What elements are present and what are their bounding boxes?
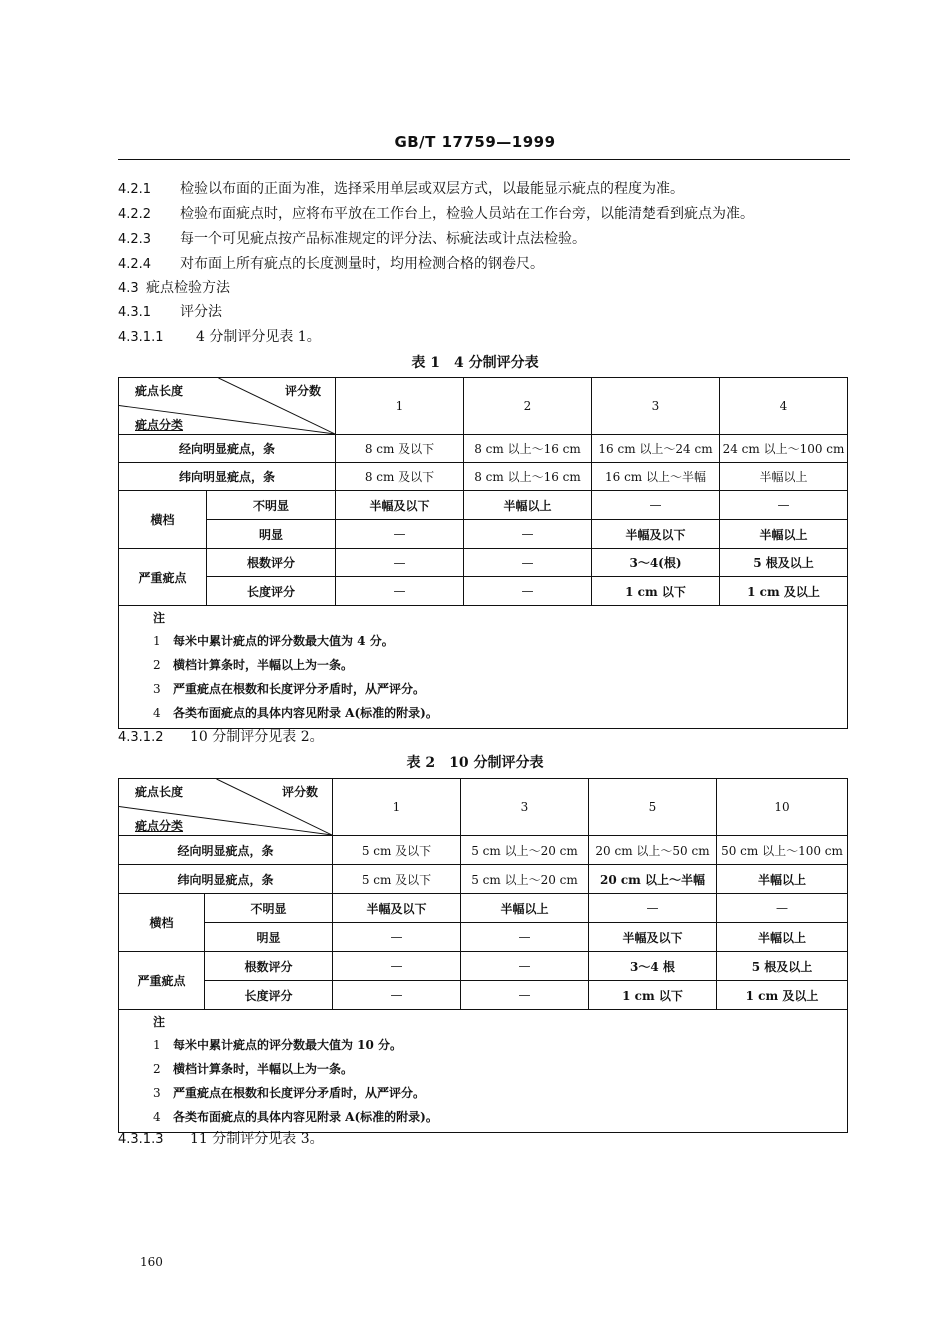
table-cell: 8 cm 以上～16 cm <box>464 463 592 491</box>
table-2-notes <box>119 1010 848 1133</box>
note-line <box>153 653 847 677</box>
row-group-label: 严重疵点 <box>119 549 207 606</box>
score-header: 1 <box>336 378 464 435</box>
table-cell: — <box>589 894 717 923</box>
table-cell: — <box>336 577 464 606</box>
note-number: 2 <box>153 1062 161 1076</box>
notes-title: 注 <box>153 611 166 625</box>
row-sub-label: 明显 <box>205 923 333 952</box>
clause-text: 10 分制评分见表 2。 <box>190 729 324 745</box>
corner-defect-category: 疵点分类 <box>135 418 184 432</box>
clause-number: 4.2.2 <box>118 207 152 222</box>
table-cell: 半幅以上 <box>461 894 589 923</box>
table-cell: 5 cm 及以下 <box>333 865 461 894</box>
clause-number: 4.3.1.3 <box>118 1132 164 1147</box>
row-label: 纬向明显疵点，条 <box>119 865 333 894</box>
note-text: 横档计算条时，半幅以上为一条。 <box>173 658 354 672</box>
table-cell: — <box>464 520 592 549</box>
document-header: GB/T 17759—1999 <box>394 133 556 151</box>
table-cell: 16 cm 以上～半幅 <box>592 463 720 491</box>
note-number: 3 <box>153 1086 161 1100</box>
table-cell: 5 根及以上 <box>720 549 848 577</box>
note-text: 各类布面疵点的具体内容见附录 A(标准的附录)。 <box>173 1110 438 1124</box>
corner-score: 评分数 <box>284 384 321 398</box>
clause-4-2-3 <box>118 228 586 248</box>
table-cell: — <box>461 952 589 981</box>
table-cell: 5 cm 以上～20 cm <box>461 836 589 865</box>
table-cell: — <box>720 491 848 520</box>
clause-text: 检验以布面的正面为准，选择采用单层或双层方式，以最能显示疵点的程度为准。 <box>180 181 684 197</box>
table-2-caption: 表 2 10 分制评分表 <box>406 755 544 771</box>
table-cell: 3～4(根) <box>592 549 720 577</box>
clause-number: 4.3 <box>118 281 139 296</box>
table-cell: 50 cm 以上～100 cm <box>717 836 848 865</box>
row-label: 纬向明显疵点，条 <box>119 463 336 491</box>
table-cell: — <box>461 923 589 952</box>
clause-text: 11 分制评分见表 3。 <box>190 1131 324 1147</box>
note-text: 每米中累计疵点的评分数最大值为 10 分。 <box>173 1038 403 1052</box>
note-line <box>153 1033 847 1057</box>
note-text: 严重疵点在根数和长度评分矛盾时，从严评分。 <box>173 682 426 696</box>
table-cell: 16 cm 以上～24 cm <box>592 435 720 463</box>
row-group-label: 横档 <box>119 491 207 549</box>
score-header: 10 <box>717 779 848 836</box>
note-number: 4 <box>153 706 161 720</box>
table-cell: 1 cm 及以上 <box>717 981 848 1010</box>
score-header: 4 <box>720 378 848 435</box>
clause-4-3-1-2 <box>118 726 324 746</box>
table-cell: — <box>333 981 461 1010</box>
note-line <box>153 1105 847 1129</box>
table-cell: — <box>336 520 464 549</box>
table-cell: — <box>464 577 592 606</box>
clause-4-2-4 <box>118 253 544 273</box>
corner-defect-length: 疵点长度 <box>135 785 184 799</box>
clause-number: 4.2.3 <box>118 232 152 247</box>
table-cell: 3～4 根 <box>589 952 717 981</box>
clause-number: 4.3.1.1 <box>118 330 164 345</box>
table-1-corner-header <box>119 378 336 435</box>
table-cell: — <box>592 491 720 520</box>
table-cell: 5 cm 以上～20 cm <box>461 865 589 894</box>
note-line <box>153 1081 847 1105</box>
score-header: 1 <box>333 779 461 836</box>
table-cell: 24 cm 以上～100 cm <box>720 435 848 463</box>
table-cell: 20 cm 以上～半幅 <box>589 865 717 894</box>
score-header: 3 <box>592 378 720 435</box>
row-sub-label: 长度评分 <box>205 981 333 1010</box>
header-rule <box>118 159 850 160</box>
table-1-notes <box>119 606 848 729</box>
row-label: 经向明显疵点，条 <box>119 836 333 865</box>
score-header: 3 <box>461 779 589 836</box>
table-cell: — <box>717 894 848 923</box>
table-cell: 1 cm 以下 <box>589 981 717 1010</box>
page-number: 160 <box>140 1255 163 1269</box>
table-cell: 半幅及以下 <box>589 923 717 952</box>
note-text: 各类布面疵点的具体内容见附录 A(标准的附录)。 <box>173 706 438 720</box>
clause-number: 4.3.1 <box>118 305 152 320</box>
clause-4-3-1-3 <box>118 1128 324 1148</box>
note-line <box>153 629 847 653</box>
table-cell: — <box>336 549 464 577</box>
note-number: 2 <box>153 658 161 672</box>
note-line <box>153 701 847 725</box>
table-cell: 半幅及以下 <box>333 894 461 923</box>
table-cell: — <box>464 549 592 577</box>
note-text: 横档计算条时，半幅以上为一条。 <box>173 1062 354 1076</box>
clause-text: 检验布面疵点时，应将布平放在工作台上，检验人员站在工作台旁，以能清楚看到疵点为准。 <box>180 206 754 222</box>
note-number: 1 <box>153 634 161 648</box>
note-number: 3 <box>153 682 161 696</box>
clause-number: 4.2.4 <box>118 257 152 272</box>
clause-text: 每一个可见疵点按产品标准规定的评分法、标疵法或计点法检验。 <box>180 231 586 247</box>
row-group-label: 严重疵点 <box>119 952 205 1010</box>
note-text: 每米中累计疵点的评分数最大值为 4 分。 <box>173 634 394 648</box>
table-cell: 半幅及以下 <box>592 520 720 549</box>
note-number: 4 <box>153 1110 161 1124</box>
table-cell: — <box>461 981 589 1010</box>
row-group-label: 横档 <box>119 894 205 952</box>
corner-defect-category: 疵点分类 <box>135 819 184 833</box>
table-cell: 半幅以上 <box>717 865 848 894</box>
row-sub-label: 明显 <box>207 520 336 549</box>
clause-4-2-2 <box>118 203 754 223</box>
row-label: 经向明显疵点，条 <box>119 435 336 463</box>
clause-4-3-1-1 <box>118 326 321 346</box>
score-header: 5 <box>589 779 717 836</box>
clause-number: 4.3.1.2 <box>118 730 164 745</box>
clause-text: 4 分制评分见表 1。 <box>196 329 321 345</box>
corner-score: 评分数 <box>281 785 318 799</box>
table-1 <box>118 377 848 729</box>
table-cell: 半幅以上 <box>464 491 592 520</box>
note-line <box>153 677 847 701</box>
table-cell: 半幅以上 <box>717 923 848 952</box>
table-cell: — <box>333 952 461 981</box>
clause-number: 4.2.1 <box>118 182 152 197</box>
table-cell: 5 根及以上 <box>717 952 848 981</box>
clause-4-3-1 <box>118 301 222 321</box>
score-header: 2 <box>464 378 592 435</box>
clause-4-2-1 <box>118 178 684 198</box>
clause-text: 疵点检验方法 <box>146 280 230 296</box>
table-cell: 8 cm 及以下 <box>336 435 464 463</box>
table-cell: 8 cm 及以下 <box>336 463 464 491</box>
table-cell: 半幅及以下 <box>336 491 464 520</box>
table-2 <box>118 778 848 1133</box>
table-cell: 8 cm 以上～16 cm <box>464 435 592 463</box>
table-1-caption: 表 1 4 分制评分表 <box>411 355 539 371</box>
note-line <box>153 1057 847 1081</box>
table-cell: 20 cm 以上～50 cm <box>589 836 717 865</box>
row-sub-label: 不明显 <box>207 491 336 520</box>
table-cell: 5 cm 及以下 <box>333 836 461 865</box>
clause-4-3 <box>118 277 230 297</box>
row-sub-label: 长度评分 <box>207 577 336 606</box>
clause-text: 评分法 <box>180 304 222 320</box>
table-cell: 1 cm 及以上 <box>720 577 848 606</box>
table-2-corner-header <box>119 779 333 836</box>
table-cell: 半幅以上 <box>720 463 848 491</box>
note-text: 严重疵点在根数和长度评分矛盾时，从严评分。 <box>173 1086 426 1100</box>
note-number: 1 <box>153 1038 161 1052</box>
clause-text: 对布面上所有疵点的长度测量时，均用检测合格的钢卷尺。 <box>180 256 544 272</box>
row-sub-label: 不明显 <box>205 894 333 923</box>
row-sub-label: 根数评分 <box>205 952 333 981</box>
corner-defect-length: 疵点长度 <box>135 384 184 398</box>
row-sub-label: 根数评分 <box>207 549 336 577</box>
notes-title: 注 <box>153 1015 166 1029</box>
table-cell: 1 cm 以下 <box>592 577 720 606</box>
table-cell: — <box>333 923 461 952</box>
table-cell: 半幅以上 <box>720 520 848 549</box>
